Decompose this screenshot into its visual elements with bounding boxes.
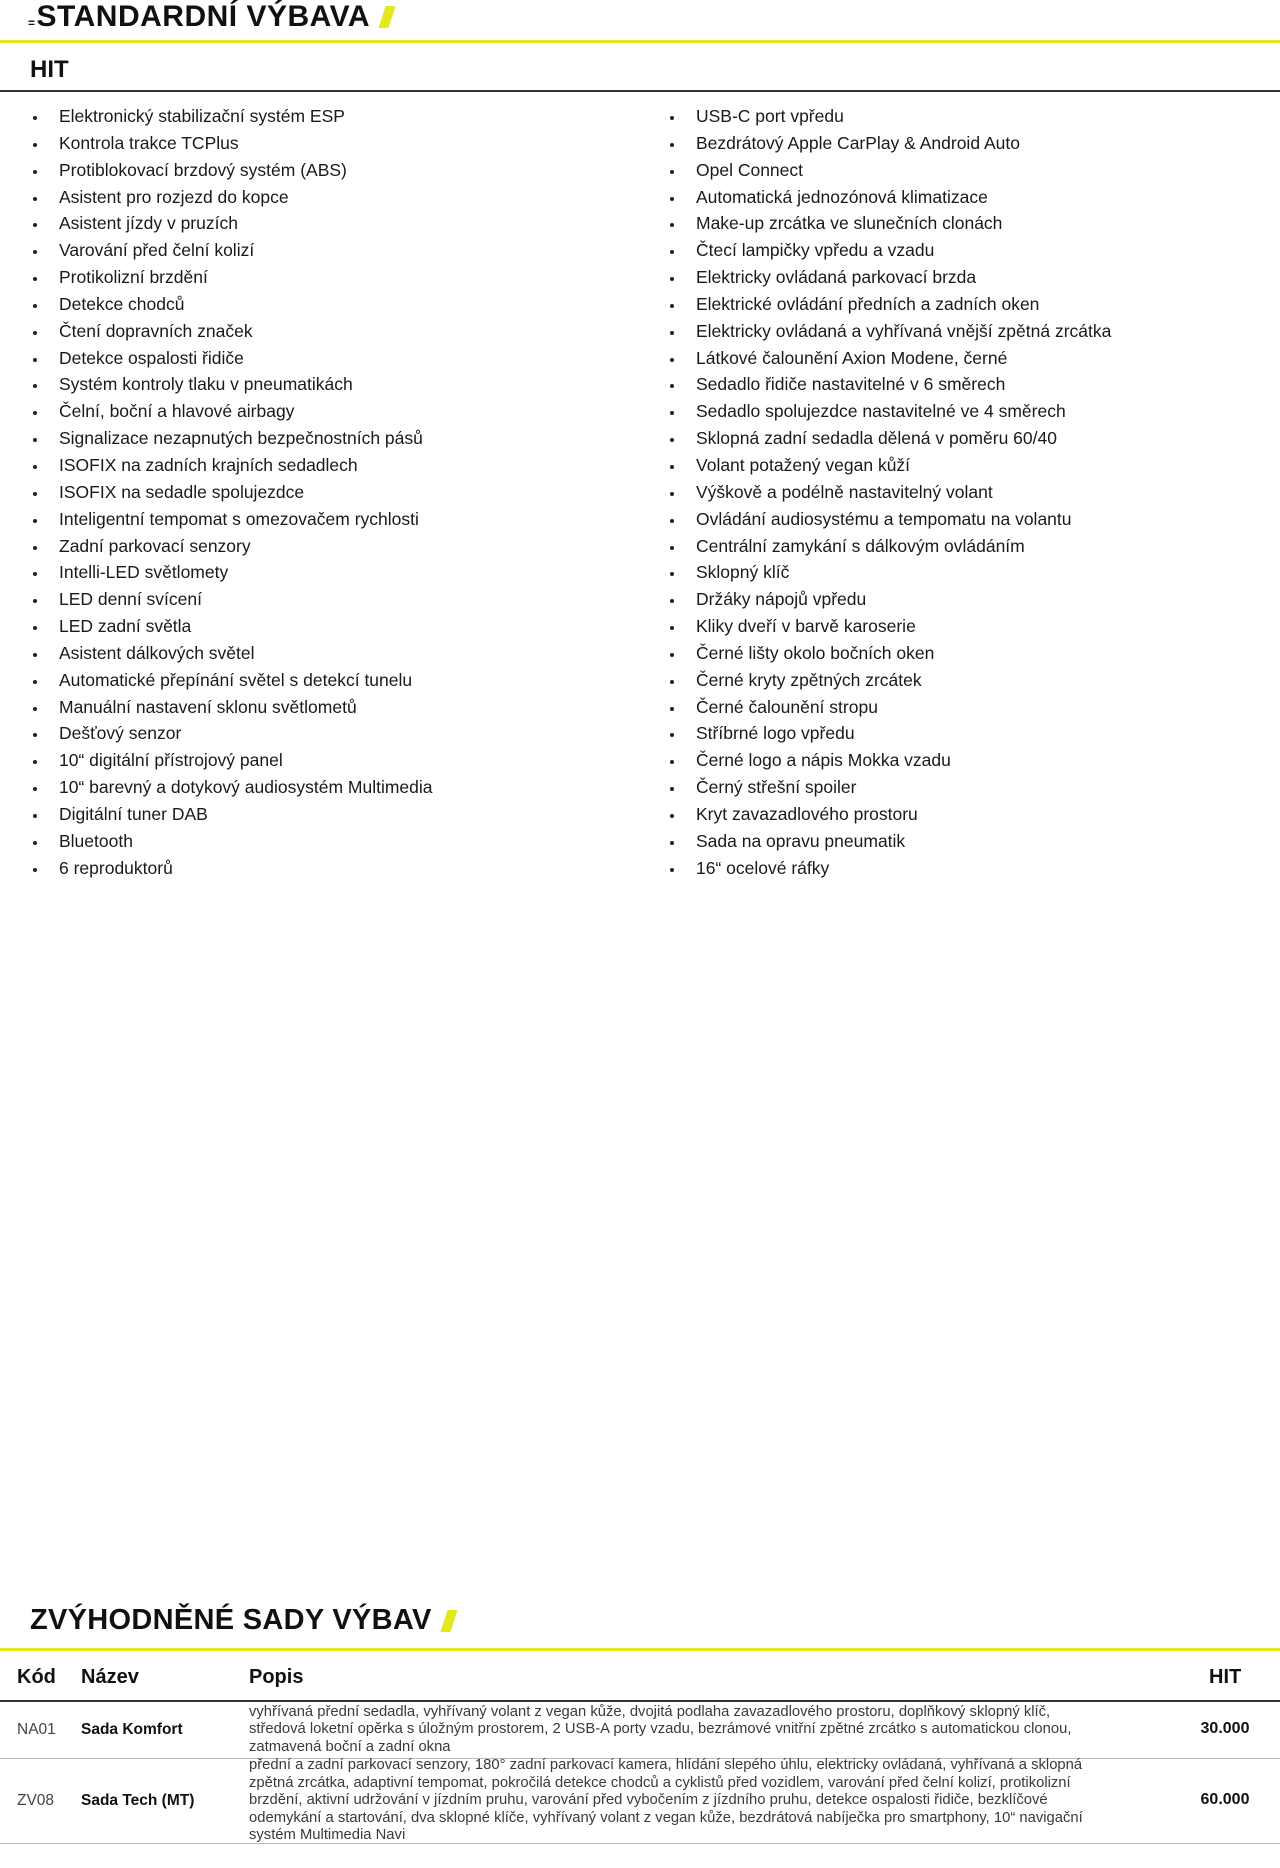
table-header-row <box>0 1656 1280 1700</box>
equipment-item: ISOFIX na sedadle spolujezdce <box>30 479 630 506</box>
equipment-item: Držáky nápojů vpředu <box>667 586 1277 613</box>
accent-slash-icon <box>378 6 395 28</box>
equipment-item: Elektricky ovládaná parkovací brzda <box>667 264 1277 291</box>
equipment-item: Asistent pro rozjezd do kopce <box>30 184 630 211</box>
equipment-item: Bluetooth <box>30 828 630 855</box>
packages-table <box>0 1656 1280 1844</box>
equipment-item: Intelli-LED světlomety <box>30 559 630 586</box>
table-row <box>0 1702 1280 1758</box>
equipment-item: Manuální nastavení sklonu světlometů <box>30 694 630 721</box>
equipment-item: Automatické přepínání světel s detekcí tunelu <box>30 667 630 694</box>
packages-title <box>30 1604 454 1637</box>
equipment-item: Opel Connect <box>667 157 1277 184</box>
package-price: 60.000 <box>1200 1791 1250 1808</box>
equipment-item: Černé lišty okolo bočních oken <box>667 640 1277 667</box>
equipment-item: Sklopná zadní sedadla dělená v poměru 60/40 <box>667 425 1277 452</box>
equipment-item: Kliky dveří v barvě karoserie <box>667 613 1277 640</box>
equipment-item: Čtecí lampičky vpředu a vzadu <box>667 237 1277 264</box>
table-row <box>0 1759 1280 1843</box>
package-description-line: systém Multimedia Navi <box>249 1827 406 1844</box>
package-description-line: vyhřívaná přední sedadla, vyhřívaný volant z vegan kůže, dvojitá podlaha zavazadlového prostoru, doplňkový sklopný klíč, <box>249 1703 1051 1720</box>
equipment-item: ISOFIX na zadních krajních sedadlech <box>30 452 630 479</box>
equipment-item: Inteligentní tempomat s omezovačem rychlosti <box>30 506 630 533</box>
equipment-item: Make-up zrcátka ve slunečních clonách <box>667 210 1277 237</box>
header-description: Popis <box>249 1666 304 1688</box>
equipment-item: Varování před čelní kolizí <box>30 237 630 264</box>
equipment-item: Centrální zamykání s dálkovým ovládáním <box>667 533 1277 560</box>
equipment-item: Látkové čalounění Axion Modene, černé <box>667 345 1277 372</box>
equipment-item: Černé kryty zpětných zrcátek <box>667 667 1277 694</box>
equipment-item: Výškově a podélně nastavitelný volant <box>667 479 1277 506</box>
equipment-item: Zadní parkovací senzory <box>30 533 630 560</box>
equipment-item: 10“ barevný a dotykový audiosystém Multimedia <box>30 774 630 801</box>
package-description <box>249 1704 1169 1757</box>
equipment-item: Signalizace nezapnutých bezpečnostních pásů <box>30 425 630 452</box>
equipment-item: Protikolizní brzdění <box>30 264 630 291</box>
equipment-item: Dešťový senzor <box>30 720 630 747</box>
equipment-item: Čelní, boční a hlavové airbagy <box>30 398 630 425</box>
equipment-item: Ovládání audiosystému a tempomatu na volantu <box>667 506 1277 533</box>
header-price: HIT <box>1209 1666 1242 1688</box>
equipment-item: Černý střešní spoiler <box>667 774 1277 801</box>
equipment-item: Elektronický stabilizační systém ESP <box>30 103 630 130</box>
row-divider <box>0 1843 1280 1844</box>
equipment-item: Elektrické ovládání předních a zadních oken <box>667 291 1277 318</box>
packages-title-text: ZVÝHODNĚNÉ SADY VÝBAV <box>30 1604 432 1636</box>
equipment-item: Asistent jízdy v pruzích <box>30 210 630 237</box>
equipment-item: Čtení dopravních značek <box>30 318 630 345</box>
package-description-line: přední a zadní parkovací senzory, 180° zadní parkovací kamera, hlídání slepého úhlu, elektricky ovládaná, vyhřívaná a sklopná <box>249 1757 1083 1774</box>
equipment-item: 6 reproduktorů <box>30 855 630 882</box>
equipment-item: Černé logo a nápis Mokka vzadu <box>667 747 1277 774</box>
equipment-item: LED denní svícení <box>30 586 630 613</box>
equipment-item: Digitální tuner DAB <box>30 801 630 828</box>
packages-accent-rule <box>0 1648 1280 1651</box>
hit-heading-rule <box>0 90 1280 92</box>
equipment-item: Automatická jednozónová klimatizace <box>667 184 1277 211</box>
equipment-item: Asistent dálkových světel <box>30 640 630 667</box>
equipment-list-left <box>30 103 630 881</box>
hit-heading: HIT <box>30 56 69 83</box>
header-name: Název <box>81 1666 139 1688</box>
accent-slash-icon <box>440 1610 457 1632</box>
package-description-line: středová loketní opěrka s úložným prostorem, 2 USB-A porty vzadu, bezrámové vnitřní zpětné zrcátko s automatickou clonou, <box>249 1721 1072 1738</box>
equipment-item: LED zadní světla <box>30 613 630 640</box>
equipment-item: Sedadlo řidiče nastavitelné v 6 směrech <box>667 371 1277 398</box>
package-description-line: zpětná zrcátka, adaptivní tempomat, pokročilá detekce chodců a cyklistů před vozidlem, varování před čelní kolizí, protikolizní <box>249 1774 1071 1791</box>
package-description-line: brzdění, aktivní udržování v jízdním pruhu, varování před vybočením z jízdního pruhu, detekce ospalosti řidiče, bezklíčové <box>249 1792 1048 1809</box>
header-accent-rule <box>0 40 1280 43</box>
package-code: ZV08 <box>17 1792 55 1809</box>
package-description-line: odemykání a startování, dva sklopné klíče, vyhřívaný volant z vegan kůže, bezdrátová nabíječka pro smartphony, 10“ navigační <box>249 1809 1083 1826</box>
equipment-item: USB-C port vpředu <box>667 103 1277 130</box>
title-prefix: = <box>28 16 36 30</box>
equipment-item: Bezdrátový Apple CarPlay & Android Auto <box>667 130 1277 157</box>
equipment-item: Kryt zavazadlového prostoru <box>667 801 1277 828</box>
package-code: NA01 <box>17 1721 56 1738</box>
equipment-item: Volant potažený vegan kůží <box>667 452 1277 479</box>
equipment-item: Detekce ospalosti řidiče <box>30 345 630 372</box>
equipment-item: Sklopný klíč <box>667 559 1277 586</box>
equipment-item: Protiblokovací brzdový systém (ABS) <box>30 157 630 184</box>
equipment-item: Černé čalounění stropu <box>667 694 1277 721</box>
equipment-item: Sada na opravu pneumatik <box>667 828 1277 855</box>
equipment-item: Systém kontroly tlaku v pneumatikách <box>30 371 630 398</box>
page-title <box>28 0 392 34</box>
equipment-item: Sedadlo spolujezdce nastavitelné ve 4 směrech <box>667 398 1277 425</box>
package-name: Sada Komfort <box>81 1721 183 1738</box>
equipment-item: Stříbrné logo vpředu <box>667 720 1277 747</box>
package-name: Sada Tech (MT) <box>81 1792 195 1809</box>
package-description-line: zatmavená boční a zadní okna <box>249 1738 451 1755</box>
header-code: Kód <box>17 1666 56 1688</box>
equipment-item: Elektricky ovládaná a vyhřívaná vnější zpětná zrcátka <box>667 318 1277 345</box>
package-price: 30.000 <box>1200 1720 1250 1737</box>
package-description <box>249 1757 1169 1845</box>
page-title-text: STANDARDNÍ VÝBAVA <box>36 0 371 33</box>
equipment-item: 10“ digitální přístrojový panel <box>30 747 630 774</box>
equipment-item: Detekce chodců <box>30 291 630 318</box>
equipment-list-right <box>667 103 1277 881</box>
equipment-item: 16“ ocelové ráfky <box>667 855 1277 882</box>
equipment-item: Kontrola trakce TCPlus <box>30 130 630 157</box>
